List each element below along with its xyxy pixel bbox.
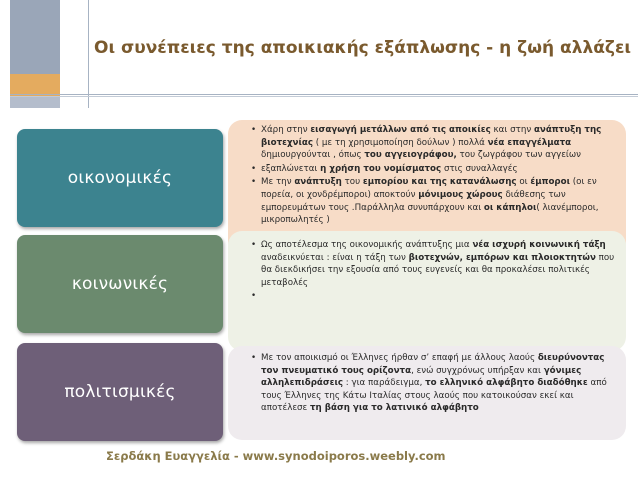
bullet-item [261,176,618,226]
bullet-text: διάθεσης των εμπορευμάτων τους .Παράλληλα συνυπάρχουν και [261,189,566,213]
bullet-text: Με την [261,177,295,188]
bullet-text: ( λιανέμποροι, μικροπωλητές ) [261,202,599,226]
decor-line-horizontal-2 [10,96,638,97]
bullet-emphasis: μόνιμους χώρους [418,189,503,200]
bullet-emphasis: βιοτεχνών, εμπόρων και πλοιοκτητών [408,252,596,263]
decor-block-top [10,0,60,74]
bullet-emphasis: εισαγωγή μετάλλων από τις αποικίες [310,125,491,135]
bullet-text: αναδεικνύεται : είναι η τάξη των [261,252,409,263]
bullet-text: δημιουργούνται , όπως [261,150,365,161]
bullet-text: (οι εν πορεία, οι χονδρέμποροι) αποκτούν [261,177,597,200]
bullet-emphasis: του αγγειογράφου, [364,150,457,161]
bullet-emphasis: η χρήση του νομίσματος [320,163,442,174]
bullet-text: από τους Έλληνες της Κάτω Ιταλίας στους λαούς που κατοικούσαν εκεί και αποτέλεσε [261,378,607,414]
bullet-item [261,124,618,162]
bullet-text: οι [516,177,531,188]
bullet-text: : για παράδειγμα, [343,378,426,389]
cultural-text-box [228,346,626,440]
bullet-item [261,290,618,303]
bullet-emphasis: ανάπτυξη της βιοτεχνίας [261,125,602,148]
social-bullets [228,239,618,303]
bullet-text: και στην [490,125,534,135]
bullet-emphasis: το ελληνικό αλφάβητο διαδόθηκε [425,378,588,389]
footer-credit: Σερδάκη Ευαγγελία - www.synodoiporos.weebly.com [106,449,446,463]
bullet-emphasis: νέα ισχυρή κοινωνική τάξη [472,240,606,250]
bullet-emphasis: οι κάπηλοι [483,202,537,213]
bullet-text: , ενώ συγχρόνως υπήρξαν και [411,365,544,376]
bullet-text: που θα διεκδικήσει την εξουσία από τους ευγενείς και θα προκαλέσει πολιτικές μεταβολές [261,252,615,288]
bullet-emphasis: νέα επαγγέλματα [487,137,572,148]
bullet-item [261,239,618,289]
bullet-emphasis: τη βάση για το λατινικό αλφάβητο [310,403,479,414]
decor-line-vertical [88,0,89,108]
cultural-bullets [228,352,618,415]
bullet-emphasis: εμπορίου και της κατανάλωσης [362,177,517,188]
bullet-item [261,352,618,415]
bullet-text: εξαπλώνεται [261,163,321,174]
economic-bullets [228,124,618,227]
decor-block-orange [10,74,60,96]
economic-label: οικονομικές [17,129,223,227]
bullet-text: Χάρη στην [261,125,311,135]
bullet-text: Ως αποτέλεσμα της οικονομικής ανάπτυξης μια [261,240,473,250]
slide-title: Οι συνέπειες της αποικιακής εξάπλωσης - η ζωή αλλάζει [94,38,632,58]
decor-line-horizontal [10,94,638,95]
bullet-text: του [341,177,363,188]
bullet-emphasis: ανάπτυξη [294,177,342,188]
bullet-emphasis: διευρύνοντας τον πνευματικό τους ορίζοντα [261,353,605,376]
decor-block-lower [10,96,60,108]
bullet-text: στις συναλλαγές [441,163,518,174]
bullet-emphasis: έμποροι [530,177,571,188]
social-label: κοινωνικές [17,235,223,333]
bullet-text: ( με τη χρησιμοποίηση δούλων ) πολλά [312,137,488,148]
bullet-text: του ζωγράφου των αγγείων [456,150,581,161]
cultural-label: πολιτισμικές [17,343,223,441]
social-text-box [228,231,626,351]
bullet-item [261,163,618,176]
bullet-emphasis: γόνιμες αλληλεπιδράσεις [261,365,582,389]
bullet-text: Με τον αποικισμό οι Έλληνες ήρθαν σ’ επαφή με άλλους λαούς [261,353,538,363]
